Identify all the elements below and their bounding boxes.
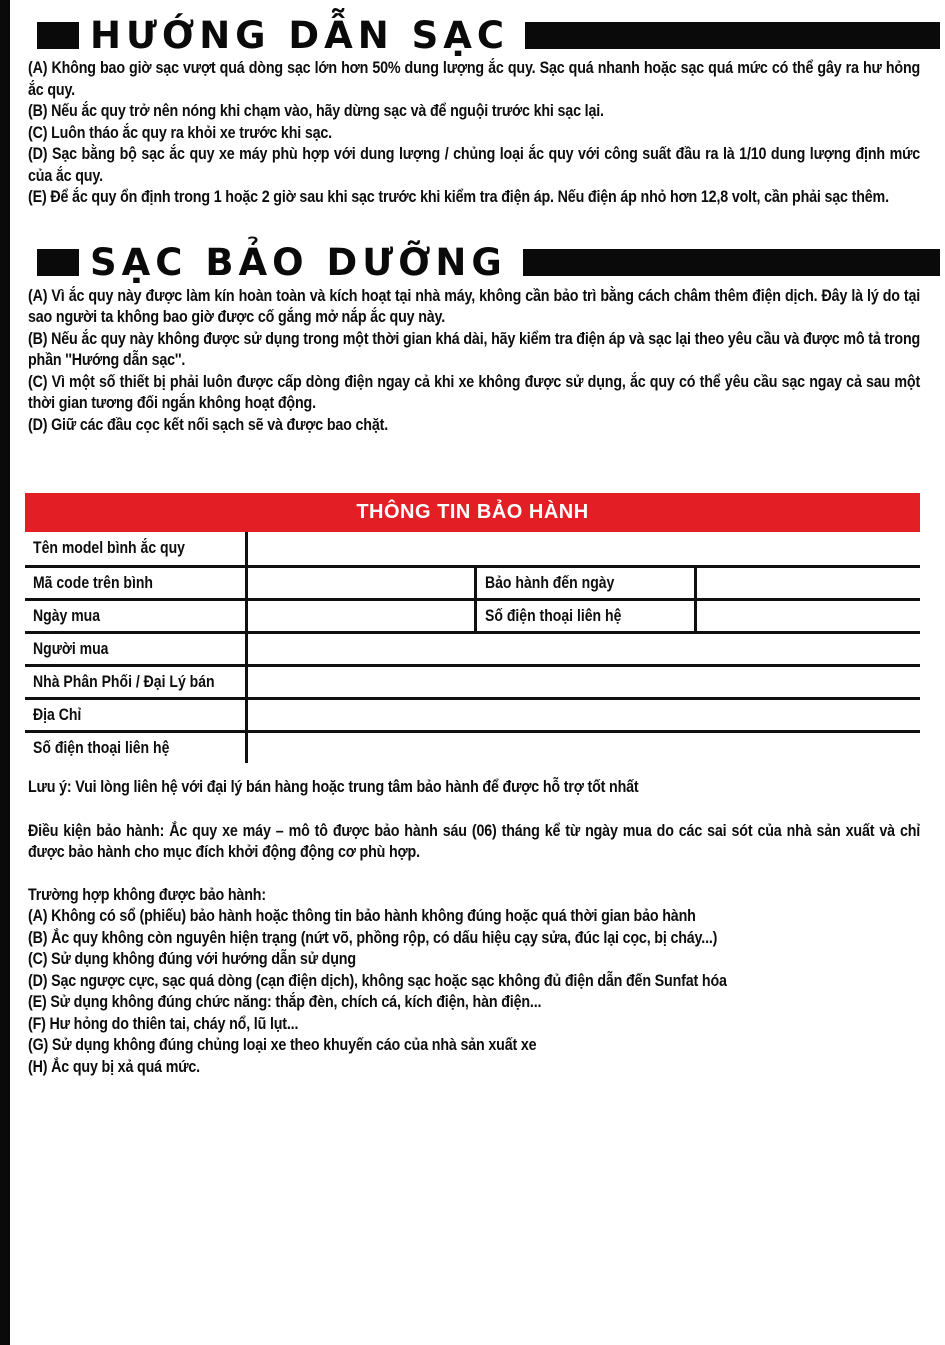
exclusion-item: (B) Ắc quy không còn nguyên hiện trạng (nứt võ, phồng rộp, có dấu hiệu cạy sửa, đúc lại cọc, bị cháy...) <box>28 927 718 947</box>
value-cell-empty <box>248 667 920 697</box>
table-row <box>25 697 920 730</box>
exclusion-item: (A) Không có sổ (phiếu) bảo hành hoặc thông tin bảo hành không đúng hoặc quá thời gian bảo hành <box>28 906 696 925</box>
warranty-conditions: Điều kiện bảo hành: Ắc quy xe máy – mô tô được bảo hành sáu (06) tháng kể từ ngày mua do các sai sót của nhà sản xuất và chỉ được bảo hành cho mục đích khởi động động cơ phù hợp. <box>28 820 921 861</box>
warranty-info-block <box>25 493 920 763</box>
instruction-item: (A) Vì ắc quy này được làm kín hoàn toàn và kích hoạt tại nhà máy, không cần bảo trì bằng cách châm thêm điện dịch. Đây là lý do tại sao người ta không bao giờ được cố gắng mở nắp ắc quy này. <box>28 285 921 326</box>
table-row <box>25 565 920 598</box>
value-cell-empty <box>248 634 920 664</box>
instruction-item: (A) Không bao giờ sạc vượt quá dòng sạc lớn hơn 50% dung lượng ắc quy. Sạc quá nhanh hoặc sạc quá mức có thể gây ra hư hỏng ắc quy. <box>28 58 921 99</box>
section-title-charging: HƯỚNG DẪN SẠC <box>90 13 510 57</box>
instruction-item: (B) Nếu ắc quy này không được sử dụng trong một thời gian khá dài, hãy kiểm tra điện áp và sạc lại theo yêu cầu và được mô tả trong phần ''Hướng dẫn sạc''. <box>28 328 921 369</box>
section-header-maintenance <box>28 241 940 284</box>
row-label-cell: Tên model bình ắc quy <box>25 532 248 565</box>
value-cell-empty <box>248 733 920 763</box>
exclusion-item: (D) Sạc ngược cực, sạc quá dòng (cạn điện dịch), không sạc hoặc sạc không đủ điện dẫn đến Sunfat hóa <box>28 970 727 990</box>
section-title-maintenance: SẠC BẢO DƯỠNG <box>90 241 507 284</box>
instruction-item: (D) Sạc bằng bộ sạc ắc quy xe máy phù hợp với dung lượng / chủng loại ắc quy với công suất đầu ra là 1/10 dung lượng định mức của ắc quy. <box>28 144 921 185</box>
instruction-item: (B) Nếu ắc quy trở nên nóng khi chạm vào, hãy dừng sạc và để nguội trước khi sạc lại. <box>28 101 604 120</box>
value-cell-empty <box>248 532 920 565</box>
row-label-cell: Bảo hành đến ngày <box>477 568 697 598</box>
exclusion-item: (F) Hư hỏng do thiên tai, cháy nổ, lũ lụt... <box>28 1013 299 1033</box>
exclusion-item: (G) Sử dụng không đúng chủng loại xe theo khuyến cáo của nhà sản xuất xe <box>28 1035 537 1054</box>
row-label-cell: Mã code trên bình <box>25 568 248 598</box>
row-label-cell: Ngày mua <box>25 601 248 631</box>
instruction-item: (D) Giữ các đầu cọc kết nối sạch sẽ và được bao chặt. <box>28 414 389 434</box>
support-note: Lưu ý: Vui lòng liên hệ với đại lý bán hàng hoặc trung tâm bảo hành để được hỗ trợ tốt nhất <box>28 777 639 796</box>
instruction-item: (C) Vì một số thiết bị phải luôn được cấp dòng điện ngay cả khi xe không được sử dụng, ắc quy có thể yêu cầu sạc ngay cả sau một thời gian tương đối ngắn không hoạt động. <box>28 371 921 412</box>
value-cell-empty <box>248 601 477 631</box>
warranty-title-bar: THÔNG TIN BẢO HÀNH <box>25 493 920 532</box>
section-header-bar <box>525 22 940 49</box>
section-marker-square <box>37 22 79 49</box>
exclusion-item: (C) Sử dụng không đúng với hướng dẫn sử dụng <box>28 949 356 968</box>
maintenance-instructions-list <box>28 285 920 436</box>
instruction-item: (C) Luôn tháo ắc quy ra khỏi xe trước khi sạc. <box>28 122 332 142</box>
row-label-cell: Số điện thoại liên hệ <box>477 601 697 631</box>
row-label-cell: Người mua <box>25 634 248 664</box>
exclusion-item: (E) Sử dụng không đúng chức năng: thắp đèn, chích cá, kích điện, hàn điện... <box>28 992 542 1011</box>
value-cell-empty <box>697 568 920 598</box>
section-header-charging <box>28 13 940 57</box>
charging-instructions-list <box>28 57 920 208</box>
section-marker-square <box>37 249 79 276</box>
value-cell-empty <box>697 601 920 631</box>
row-label-cell: Nhà Phân Phối / Đại Lý bán <box>25 667 248 697</box>
warranty-table <box>25 532 920 763</box>
table-row <box>25 730 920 763</box>
exclusion-item: (H) Ắc quy bị xả quá mức. <box>28 1056 200 1076</box>
table-row <box>25 664 920 697</box>
value-cell-empty <box>248 568 477 598</box>
table-row <box>25 598 920 631</box>
row-label-cell: Số điện thoại liên hệ <box>25 733 248 763</box>
row-label-cell: Địa Chỉ <box>25 700 248 730</box>
section-header-bar <box>523 249 940 276</box>
value-cell-empty <box>248 700 920 730</box>
warranty-exclusions <box>28 884 920 1078</box>
table-row <box>25 631 920 664</box>
exclusions-heading: Trường hợp không được bảo hành: <box>28 884 266 904</box>
left-edge-bar <box>0 0 10 1345</box>
table-row <box>25 532 920 565</box>
document-content <box>28 0 920 1077</box>
instruction-item: (E) Để ắc quy ổn định trong 1 hoặc 2 giờ sau khi sạc trước khi kiểm tra điện áp. Nếu điện áp nhỏ hơn 12,8 volt, cần phải sạc thêm. <box>28 187 889 206</box>
